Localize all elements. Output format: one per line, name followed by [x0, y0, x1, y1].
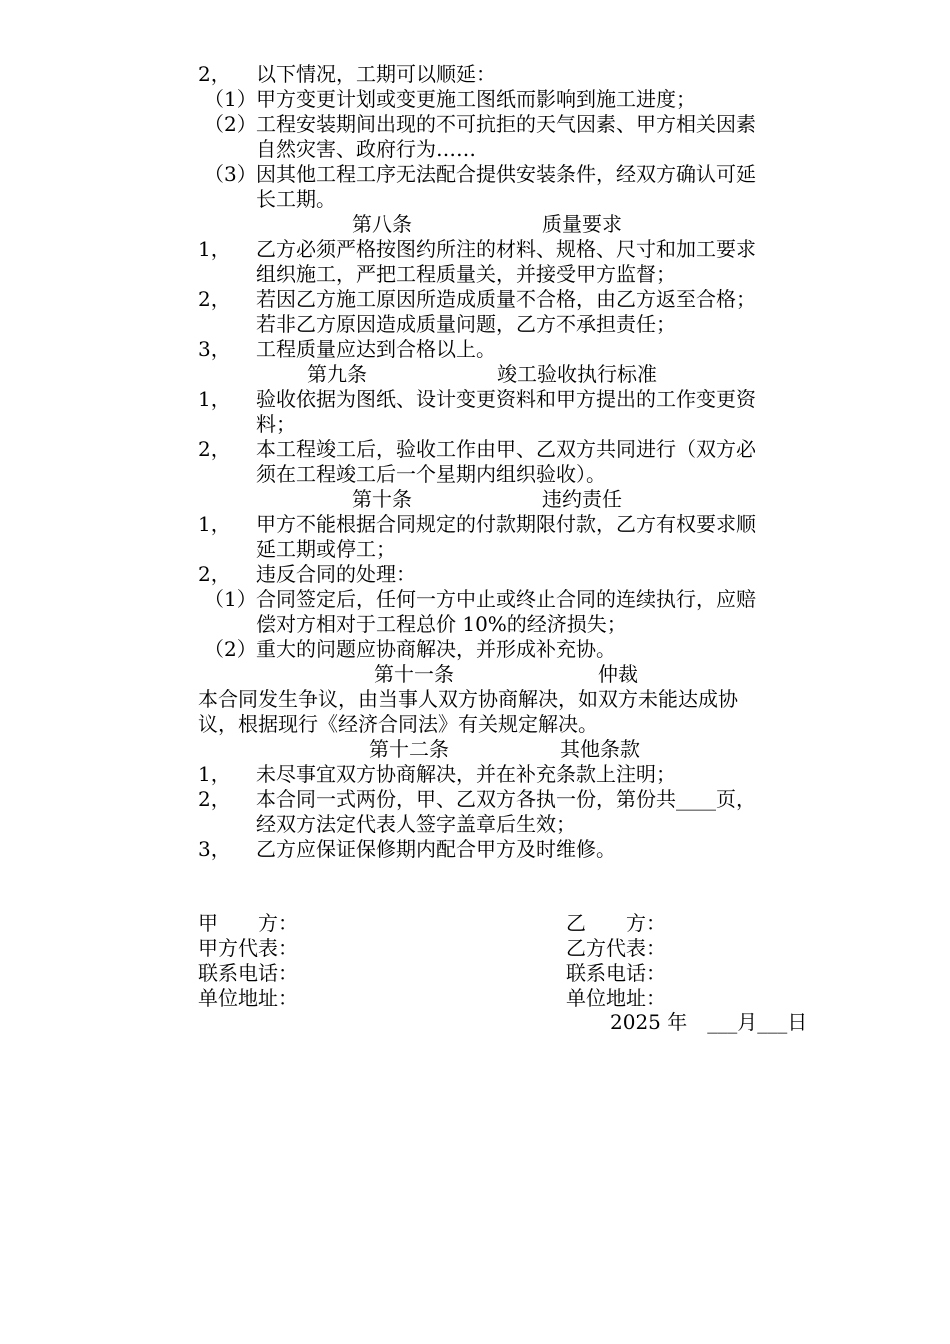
paragraph-line-1: 本合同发生争议，由当事人双方协商解决，如双方未能达成协 [198, 687, 738, 711]
party-a-rep-label: 甲方代表： [198, 936, 298, 960]
item-number: 2， [198, 562, 231, 586]
item-text-line-2: 须在工程竣工后一个星期内组织验收）。 [256, 462, 606, 486]
item-number: 3， [198, 337, 231, 361]
party-a-phone-label: 联系电话： [198, 961, 298, 985]
clause-title: 质量要求 [542, 212, 622, 236]
party-b-address-label: 单位地址： [566, 986, 666, 1010]
clause-title: 违约责任 [542, 487, 622, 511]
sub-text-line-1: 工程安装期间出现的不可抗拒的天气因素、甲方相关因素 [256, 112, 756, 136]
item-number: 3， [198, 837, 231, 861]
item-text-line-1: 验收依据为图纸、设计变更资料和甲方提出的工作变更资 [256, 387, 756, 411]
sub-text-line-1: 因其他工程工序无法配合提供安装条件，经双方确认可延 [256, 162, 756, 186]
sub-text: 甲方变更计划或变更施工图纸而影响到施工进度； [256, 87, 696, 111]
clause-number: 第九条 [307, 362, 367, 386]
item-text-line-2: 若非乙方原因造成质量问题，乙方不承担责任； [256, 312, 676, 336]
item-text-line-2: 经双方法定代表人签字盖章后生效； [256, 812, 576, 836]
clause-number: 第十条 [352, 487, 412, 511]
sub-number: （2） [204, 112, 257, 136]
clause-title: 其他条款 [560, 737, 640, 761]
item-text: 工程质量应达到合格以上。 [256, 337, 496, 361]
clause-number: 第八条 [352, 212, 412, 236]
item-number: 1， [198, 762, 231, 786]
item-text: 违反合同的处理： [256, 562, 416, 586]
item-number: 2， [198, 437, 231, 461]
item-number: 2， [198, 787, 231, 811]
party-b-label: 乙 方： [566, 911, 666, 935]
item-text-line-2: 料； [256, 412, 296, 436]
party-a-address-label: 单位地址： [198, 986, 298, 1010]
sub-text-line-2: 长工期。 [256, 187, 336, 211]
item-text-line-2: 延工期或停工； [256, 537, 396, 561]
clause-number: 第十一条 [374, 662, 454, 686]
item-text-line-1: 甲方不能根据合同规定的付款期限付款，乙方有权要求顺 [256, 512, 756, 536]
item-text-line-1: 乙方必须严格按图约所注的材料、规格、尺寸和加工要求 [256, 237, 756, 261]
sub-number: （2） [204, 637, 257, 661]
clause-title: 竣工验收执行标准 [497, 362, 657, 386]
item-text-line-2: 组织施工，严把工程质量关，并接受甲方监督； [256, 262, 676, 286]
sub-number: （1） [204, 587, 257, 611]
item-number: 1， [198, 237, 231, 261]
clause-number: 第十二条 [369, 737, 449, 761]
paragraph-line-2: 议，根据现行《经济合同法》有关规定解决。 [198, 712, 598, 736]
clause-title: 仲裁 [598, 662, 638, 686]
sub-text-line-2: 自然灾害、政府行为…… [256, 137, 476, 161]
sub-number: （3） [204, 162, 257, 186]
party-a-label: 甲 方： [198, 911, 298, 935]
item-number: 1， [198, 387, 231, 411]
sub-text-line-1: 合同签定后，任何一方中止或终止合同的连续执行，应赔 [256, 587, 756, 611]
item-text: 未尽事宜双方协商解决，并在补充条款上注明； [256, 762, 676, 786]
item-number: 2， [198, 287, 231, 311]
item-text: 以下情况，工期可以顺延： [256, 62, 496, 86]
sub-text: 重大的问题应协商解决，并形成补充协。 [256, 637, 616, 661]
party-b-rep-label: 乙方代表： [566, 936, 666, 960]
item-number: 1， [198, 512, 231, 536]
sub-text-line-2: 偿对方相对于工程总价 10%的经济损失； [256, 612, 627, 636]
party-b-phone-label: 联系电话： [566, 961, 666, 985]
signing-date: 2025 年 ___月___日 [610, 1010, 808, 1034]
item-text-line-1: 本工程竣工后，验收工作由甲、乙双方共同进行（双方必 [256, 437, 756, 461]
item-number: 2， [198, 62, 231, 86]
item-text: 乙方应保证保修期内配合甲方及时维修。 [256, 837, 616, 861]
item-text-line-1: 若因乙方施工原因所造成质量不合格，由乙方返至合格； [256, 287, 756, 311]
sub-number: （1） [204, 87, 257, 111]
item-text-line-1: 本合同一式两份，甲、乙双方各执一份，第份共____页， [256, 787, 756, 811]
